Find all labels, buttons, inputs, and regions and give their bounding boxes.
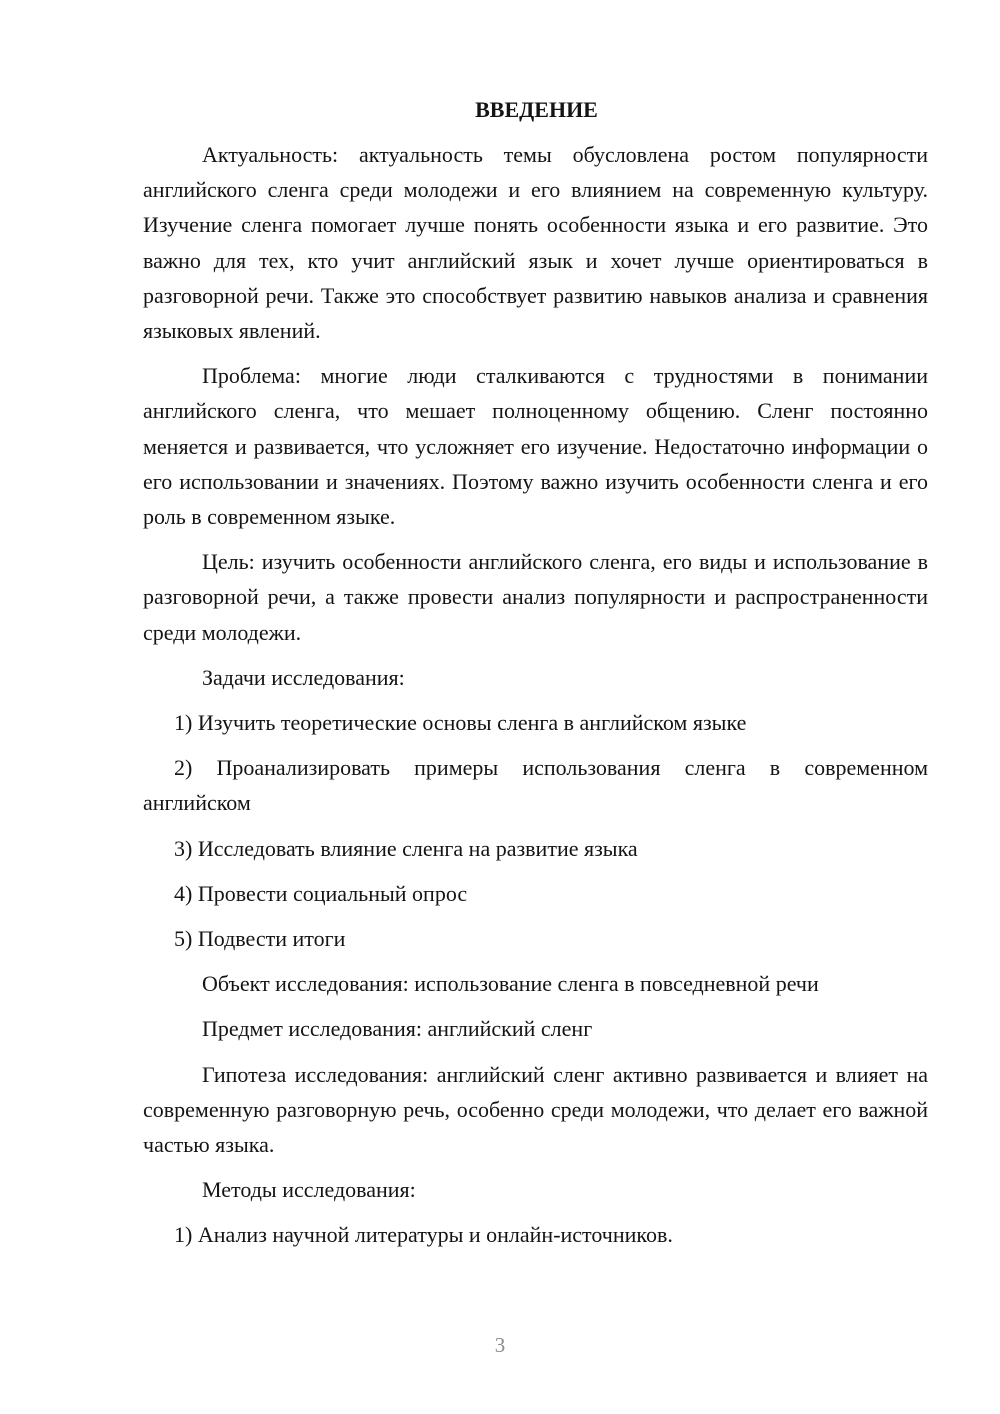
hypothesis-paragraph: Гипотеза исследования: английский сленг активно развивается и влияет на современную разговорную речь, особенно среди молодежи, что делает его важной частью языка. [143, 1061, 928, 1158]
goal-paragraph: Цель: изучить особенности английского сленга, его виды и использование в разговорной речи, а также провести анализ популярности и распространенности среди молодежи. [143, 549, 928, 645]
page-number: 3 [494, 1333, 506, 1357]
task-item: 5) Подвести итоги [174, 926, 346, 952]
relevance-paragraph: Актуальность: актуальность темы обусловлена ростом популярности английского сленга среди молодежи и его влиянием на современную культуру. Изучение сленга помогает лучше понять особенности языка и его развитие. Это важно для тех, кто учит английский язык и хочет лучше ориентироваться в разговорной речи. Также это способствует развитию навыков анализа и сравнения языковых явлений. [143, 142, 928, 344]
page-content [143, 92, 928, 1263]
section-heading: ВВЕДЕНИЕ [475, 97, 598, 122]
task-item: 4) Провести социальный опрос [174, 880, 468, 906]
problem-paragraph: Проблема: многие люди сталкиваются с трудностями в понимании английского сленга, что мешает полноценному общению. Сленг постоянно меняется и развивается, что усложняет его изучение. Недостаточно информации о его использовании и значениях. Поэтому важно изучить особенности сленга и его роль в современном языке. [143, 363, 928, 530]
task-item: 3) Исследовать влияние сленга на развитие языка [174, 835, 638, 861]
object-paragraph: Объект исследования: использование сленга в повседневной речи [202, 971, 819, 997]
task-item: 2) Проанализировать примеры использования сленга в современном английском [143, 755, 928, 816]
method-item: 1) Анализ научной литературы и онлайн-источников. [174, 1222, 673, 1248]
subject-paragraph: Предмет исследования: английский сленг [202, 1016, 593, 1042]
methods-title: Методы исследования: [202, 1177, 416, 1203]
tasks-title: Задачи исследования: [202, 664, 405, 690]
task-item: 1) Изучить теоретические основы сленга в английском языке [174, 710, 747, 736]
